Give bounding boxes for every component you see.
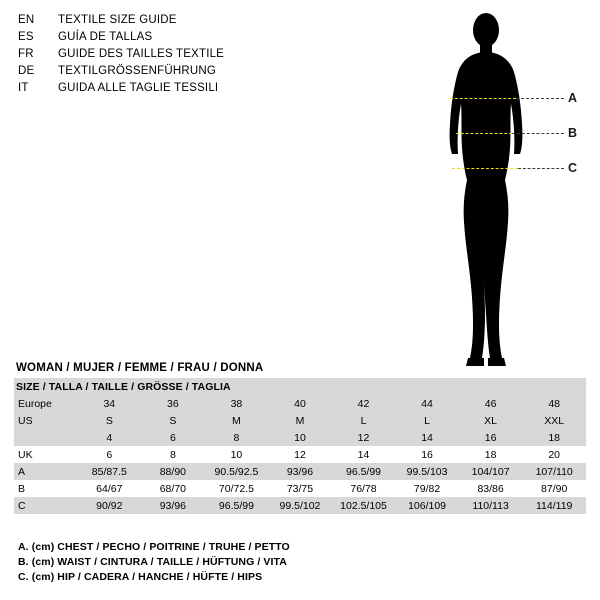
table-cell: 42 xyxy=(332,395,396,412)
waist-leader-line xyxy=(512,133,564,134)
table-cell: 6 xyxy=(78,446,142,463)
language-row-es xyxy=(18,29,348,46)
waist-measure-line xyxy=(456,133,512,134)
table-cell: L xyxy=(395,412,459,429)
table-cell: 99.5/102 xyxy=(268,497,332,514)
table-cell: 16 xyxy=(459,429,523,446)
table-cell: 12 xyxy=(268,446,332,463)
table-cell: 96.5/99 xyxy=(332,463,396,480)
measure-label-a: A xyxy=(568,91,578,105)
table-cell: 88/90 xyxy=(141,463,205,480)
table-cell: XL xyxy=(459,412,523,429)
table-cell: 44 xyxy=(395,395,459,412)
table-cell: 18 xyxy=(522,429,586,446)
row-label: C xyxy=(14,497,78,514)
legend-note-a: A. (cm) CHEST / PECHO / POITRINE / TRUHE / PETTO xyxy=(18,541,290,553)
chest-leader-line xyxy=(516,98,564,99)
table-row xyxy=(14,395,586,412)
measure-label-b: B xyxy=(568,126,578,140)
table-cell: 38 xyxy=(205,395,269,412)
table-cell: 16 xyxy=(395,446,459,463)
table-cell: 73/75 xyxy=(268,480,332,497)
language-code: FR xyxy=(18,48,34,60)
table-cell: 6 xyxy=(141,429,205,446)
language-title: GUÍA DE TALLAS xyxy=(58,31,153,43)
table-cell: 40 xyxy=(268,395,332,412)
table-row xyxy=(14,463,586,480)
table-cell: 70/72.5 xyxy=(205,480,269,497)
table-cell: 36 xyxy=(141,395,205,412)
language-title: TEXTILGRÖSSENFÜHRUNG xyxy=(58,65,216,77)
table-cell: 12 xyxy=(332,429,396,446)
table-cell: 14 xyxy=(395,429,459,446)
table-header-label: SIZE / TALLA / TAILLE / GRÖSSE / TAGLIA xyxy=(14,378,586,395)
table-cell: 83/86 xyxy=(459,480,523,497)
legend-note-c: C. (cm) HIP / CADERA / HANCHE / HÜFTE / HIPS xyxy=(18,571,263,583)
table-cell: 68/70 xyxy=(141,480,205,497)
table-cell: 102.5/105 xyxy=(332,497,396,514)
language-row-it xyxy=(18,80,348,97)
table-cell: 4 xyxy=(78,429,142,446)
language-list xyxy=(18,12,348,97)
body-figure xyxy=(380,8,590,368)
table-cell: 99.5/103 xyxy=(395,463,459,480)
row-label: US xyxy=(14,412,78,429)
table-cell: 114/119 xyxy=(522,497,586,514)
table-cell: 10 xyxy=(268,429,332,446)
table-row xyxy=(14,497,586,514)
table-cell: 90.5/92.5 xyxy=(205,463,269,480)
table-cell: 8 xyxy=(141,446,205,463)
language-title: TEXTILE SIZE GUIDE xyxy=(58,14,177,26)
table-cell: 107/110 xyxy=(522,463,586,480)
chest-measure-line xyxy=(450,98,516,99)
table-row xyxy=(14,446,586,463)
measurement-legend xyxy=(18,540,518,585)
row-label: A xyxy=(14,463,78,480)
table-cell: 20 xyxy=(522,446,586,463)
table-cell: 76/78 xyxy=(332,480,396,497)
table-cell: S xyxy=(78,412,142,429)
language-code: ES xyxy=(18,31,34,43)
table-cell: 48 xyxy=(522,395,586,412)
language-row-en xyxy=(18,12,348,29)
table-caption: WOMAN / MUJER / FEMME / FRAU / DONNA xyxy=(16,362,264,374)
row-label xyxy=(14,429,78,446)
language-title: GUIDE DES TAILLES TEXTILE xyxy=(58,48,225,60)
table-row xyxy=(14,412,586,429)
table-cell: M xyxy=(268,412,332,429)
table-cell: 110/113 xyxy=(459,497,523,514)
female-silhouette-icon xyxy=(380,8,590,368)
size-table xyxy=(14,378,586,514)
table-cell: 10 xyxy=(205,446,269,463)
table-cell: 46 xyxy=(459,395,523,412)
table-cell: 96.5/99 xyxy=(205,497,269,514)
row-label: B xyxy=(14,480,78,497)
language-row-fr xyxy=(18,46,348,63)
table-cell: S xyxy=(141,412,205,429)
table-row xyxy=(14,480,586,497)
language-row-de xyxy=(18,63,348,80)
table-cell: XXL xyxy=(522,412,586,429)
table-cell: 87/90 xyxy=(522,480,586,497)
table-cell: 14 xyxy=(332,446,396,463)
row-label: Europe xyxy=(14,395,78,412)
language-code: EN xyxy=(18,14,35,26)
table-cell: L xyxy=(332,412,396,429)
row-label: UK xyxy=(14,446,78,463)
table-cell: 18 xyxy=(459,446,523,463)
table-cell: 79/82 xyxy=(395,480,459,497)
language-code: IT xyxy=(18,82,29,94)
table-cell: M xyxy=(205,412,269,429)
hip-measure-line xyxy=(452,168,518,169)
table-row xyxy=(14,429,586,446)
language-code: DE xyxy=(18,65,35,77)
table-cell: 85/87.5 xyxy=(78,463,142,480)
table-cell: 93/96 xyxy=(268,463,332,480)
table-cell: 90/92 xyxy=(78,497,142,514)
table-cell: 64/67 xyxy=(78,480,142,497)
size-table-area xyxy=(14,362,586,514)
table-header-row xyxy=(14,378,586,395)
table-cell: 8 xyxy=(205,429,269,446)
table-cell: 34 xyxy=(78,395,142,412)
table-cell: 93/96 xyxy=(141,497,205,514)
language-title: GUIDA ALLE TAGLIE TESSILI xyxy=(58,82,219,94)
hip-leader-line xyxy=(518,168,564,169)
legend-note-b: B. (cm) WAIST / CINTURA / TAILLE / HÜFTUNG / VITA xyxy=(18,556,287,568)
measure-label-c: C xyxy=(568,161,578,175)
table-cell: 104/107 xyxy=(459,463,523,480)
table-cell: 106/109 xyxy=(395,497,459,514)
